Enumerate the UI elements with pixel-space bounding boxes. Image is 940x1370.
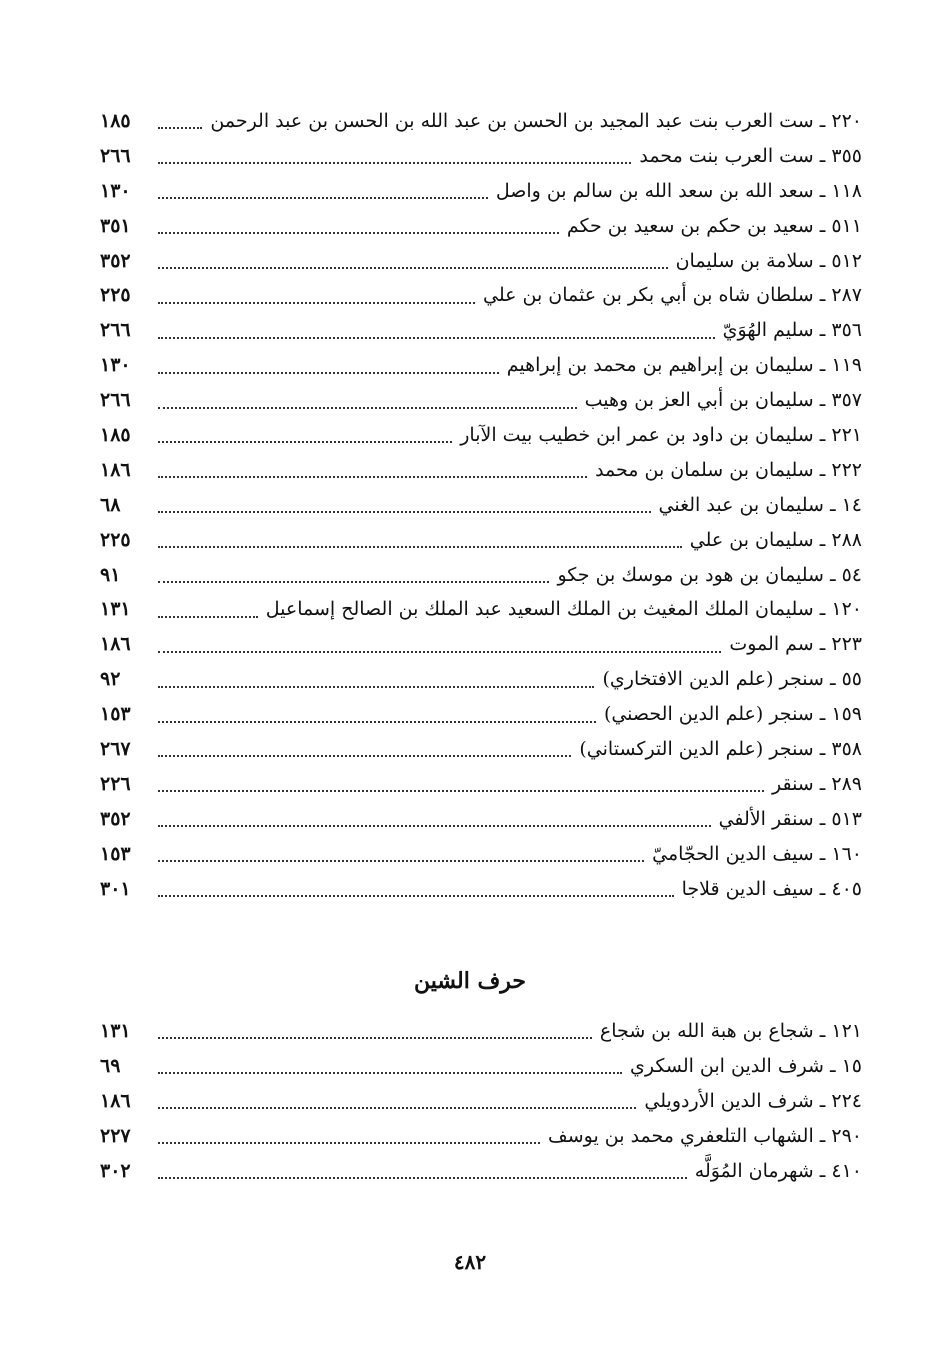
index-entry: [100, 802, 862, 837]
index-entry: [100, 767, 862, 802]
entry-page-number: ٣٠٢: [100, 1159, 131, 1182]
index-entry: [100, 558, 862, 593]
entry-page-number: ٣٠١: [100, 877, 131, 900]
entry-name: ١٢٠ ـ سليمان الملك المغيث بن الملك السعيد عبد الملك بن الصالح إسماعيل: [265, 598, 862, 621]
entry-page-number: ١٥٣: [100, 703, 131, 726]
index-entry: [100, 278, 862, 313]
dot-leader: [158, 1107, 636, 1109]
dot-leader: [158, 721, 596, 723]
entry-name: ٣٥٧ ـ سليمان بن أبي العز بن وهيب: [584, 389, 862, 412]
entry-name: ٥٤ ـ سليمان بن هود بن موسك بن جكو: [557, 563, 862, 586]
dot-leader: [158, 1142, 540, 1144]
entry-page-number: ٣٥٢: [100, 249, 131, 272]
entry-page-number: ٢٦٦: [100, 144, 131, 167]
dot-leader: [158, 755, 571, 757]
entry-page-number: ٣٥٢: [100, 807, 131, 830]
dot-leader: [158, 232, 559, 234]
index-entry: [100, 348, 862, 383]
dot-leader: [158, 127, 202, 129]
dot-leader: [158, 616, 258, 618]
index-entry: [100, 1154, 862, 1189]
index-entry: [100, 418, 862, 453]
index-entry: [100, 697, 862, 732]
entry-page-number: ١٣٠: [100, 179, 131, 202]
entry-name: ٢٢٢ ـ سليمان بن سلمان بن محمد: [595, 458, 862, 481]
index-entry: [100, 383, 862, 418]
entry-page-number: ٢٢٧: [100, 1124, 131, 1147]
entry-page-number: ٩١: [100, 563, 121, 586]
dot-leader: [158, 686, 594, 688]
dot-leader: [158, 441, 452, 443]
dot-leader: [158, 860, 644, 862]
dot-leader: [158, 476, 587, 478]
index-entry: [100, 592, 862, 627]
entry-page-number: ١٥٣: [100, 842, 131, 865]
index-entry: [100, 104, 862, 139]
entry-name: ١٥٩ ـ سنجر (علم الدين الحصني): [603, 703, 862, 726]
entries-list-sheen: [100, 1014, 862, 1188]
entry-page-number: ٦٩: [100, 1054, 121, 1077]
dot-leader: [158, 267, 668, 269]
dot-leader: [158, 546, 682, 548]
entry-page-number: ١٨٥: [100, 424, 131, 447]
index-entry: [100, 139, 862, 174]
index-entry: [100, 662, 862, 697]
entry-page-number: ٢٦٧: [100, 738, 131, 761]
entry-name: ١٥ ـ شرف الدين ابن السكري: [630, 1054, 862, 1077]
entry-page-number: ١٨٦: [100, 633, 131, 656]
index-entry: [100, 209, 862, 244]
entry-name: ٢٨٩ ـ سنقر: [771, 772, 862, 795]
entry-name: ٢٨٧ ـ سلطان شاه بن أبي بكر بن عثمان بن علي: [483, 284, 862, 307]
dot-leader: [158, 1037, 592, 1039]
index-entry: [100, 313, 862, 348]
entry-page-number: ٢٢٥: [100, 284, 131, 307]
dot-leader: [158, 790, 764, 792]
index-entry: [100, 244, 862, 279]
dot-leader: [158, 302, 475, 304]
entry-page-number: ٢٢٥: [100, 528, 131, 551]
entry-name: ٣٥٥ ـ ست العرب بنت محمد: [639, 144, 862, 167]
index-entry: [100, 732, 862, 767]
index-entry: [100, 627, 862, 662]
entry-page-number: ١٣١: [100, 598, 131, 621]
entry-page-number: ٢٢٦: [100, 772, 131, 795]
dot-leader: [158, 407, 577, 409]
dot-leader: [158, 197, 488, 199]
entry-page-number: ١٨٥: [100, 110, 131, 132]
entry-page-number: ٢٦٦: [100, 319, 131, 342]
page-number: ٤٨٢: [453, 1250, 487, 1274]
entry-name: ١٤ ـ سليمان بن عبد الغني: [658, 493, 862, 516]
entry-name: ٢٢٠ ـ ست العرب بنت عبد المجيد بن الحسن بن عبد الله بن الحسن بن عبد الرحمن: [210, 110, 862, 132]
index-entry: [100, 174, 862, 209]
dot-leader: [158, 1072, 622, 1074]
entry-page-number: ٢٦٦: [100, 389, 131, 412]
dot-leader: [158, 337, 715, 339]
entry-name: ٢٩٠ ـ الشهاب التلعفري محمد بن يوسف: [548, 1124, 862, 1147]
index-entry: [100, 837, 862, 872]
entry-page-number: ١٨٦: [100, 1089, 131, 1112]
entry-name: ٥١٣ ـ سنقر الألفي: [718, 807, 862, 830]
entry-name: ٣٥٦ ـ سليم الهُوَيّ: [722, 319, 862, 342]
index-entry: [100, 488, 862, 523]
entries-list-seen: [100, 104, 862, 906]
entry-name: ٤٠٥ ـ سيف الدين قلاجا: [681, 877, 862, 900]
entry-name: ٥٥ ـ سنجر (علم الدين الافتخاري): [602, 668, 862, 691]
dot-leader: [158, 1177, 687, 1179]
entry-name: ١٦٠ ـ سيف الدين الحجّاميّ: [652, 842, 862, 865]
entry-page-number: ٦٨: [100, 493, 121, 516]
entry-name: ٤١٠ ـ شهرمان المُوَلَّه: [694, 1159, 862, 1182]
index-entry: [100, 1014, 862, 1049]
entry-page-number: ٣٥١: [100, 214, 131, 237]
index-entry: [100, 453, 862, 488]
entry-name: ٥١٢ ـ سلامة بن سليمان: [675, 249, 862, 272]
dot-leader: [158, 372, 499, 374]
entry-name: ٣٥٨ ـ سنجر (علم الدين التركستاني): [579, 738, 862, 761]
dot-leader: [158, 581, 549, 583]
entry-page-number: ١٣١: [100, 1020, 131, 1042]
entry-name: ١١٨ ـ سعد الله بن سعد الله بن سالم بن واصل: [495, 179, 862, 202]
index-entry: [100, 1049, 862, 1084]
index-entry: [100, 1084, 862, 1119]
entry-page-number: ١٣٠: [100, 354, 131, 377]
dot-leader: [158, 895, 674, 897]
index-entry: [100, 523, 862, 558]
entry-page-number: ٩٢: [100, 668, 121, 691]
dot-leader: [158, 511, 651, 513]
entry-name: ٢٢٣ ـ سم الموت: [729, 633, 862, 656]
entry-name: ١١٩ ـ سليمان بن إبراهيم بن محمد بن إبراهيم: [506, 354, 862, 377]
entry-name: ٢٢٤ ـ شرف الدين الأردويلي: [644, 1089, 862, 1112]
entry-name: ١٢١ ـ شجاع بن هبة الله بن شجاع: [599, 1020, 862, 1042]
entry-page-number: ١٨٦: [100, 458, 131, 481]
section-heading-sheen: حرف الشين: [413, 968, 527, 994]
dot-leader: [158, 825, 711, 827]
index-entry: [100, 1119, 862, 1154]
entry-name: ٥١١ ـ سعيد بن حكم بن سعيد بن حكم: [566, 214, 862, 237]
dot-leader: [158, 651, 721, 653]
entry-name: ٢٢١ ـ سليمان بن داود بن عمر ابن خطيب بيت الآبار: [460, 424, 862, 447]
index-entry: [100, 872, 862, 907]
dot-leader: [158, 162, 631, 164]
entry-name: ٢٨٨ ـ سليمان بن علي: [689, 528, 862, 551]
